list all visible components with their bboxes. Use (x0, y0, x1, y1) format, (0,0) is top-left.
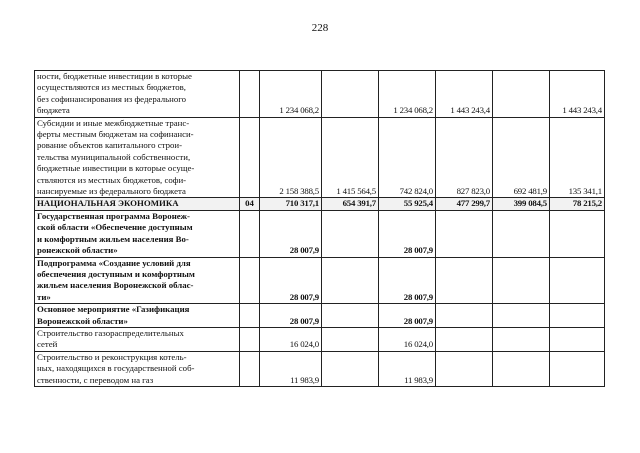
amount-cell: 1 443 243,4 (436, 71, 493, 118)
table-row (35, 117, 605, 198)
amount-cell (550, 210, 605, 257)
amount-cell: 28 007,9 (260, 257, 322, 304)
description-line: осуществляются из местных бюджетов, (37, 82, 186, 93)
amount-cell (493, 257, 550, 304)
amount-cell: 11 983,9 (379, 351, 436, 386)
description-line: Воронежской области» (37, 315, 128, 326)
section-code: 04 (240, 198, 260, 210)
amount-cell: 78 215,2 (550, 198, 605, 210)
table-row (35, 198, 605, 210)
description-line: рование объектов капитального строи- (37, 140, 183, 151)
description-line: ти» (37, 291, 51, 302)
amount-cell: 135 341,1 (550, 117, 605, 198)
description-line: ской области «Обеспечение доступным (37, 222, 193, 233)
description-line: нансируемые из федерального бюджета (37, 186, 186, 197)
amount-cell: 28 007,9 (379, 257, 436, 304)
amount-cell: 827 823,0 (436, 117, 493, 198)
description-line: Субсидии и иные межбюджетные транс- (37, 117, 190, 128)
row-description (35, 71, 240, 118)
amount-cell (436, 351, 493, 386)
table-row (35, 257, 605, 304)
amount-cell (550, 257, 605, 304)
section-code (240, 304, 260, 328)
row-description (35, 327, 240, 351)
amount-cell (550, 304, 605, 328)
table-row (35, 71, 605, 118)
amount-cell: 28 007,9 (260, 210, 322, 257)
description-line: обеспечения доступным и комфортным (37, 268, 195, 279)
amount-cell (493, 351, 550, 386)
amount-cell: 710 317,1 (260, 198, 322, 210)
description-line: ных, находящихся в государственной соб- (37, 363, 195, 374)
description-line: Строительство и реконструкция котель- (37, 351, 187, 362)
description-line: ронежской области» (37, 245, 118, 256)
amount-cell: 28 007,9 (260, 304, 322, 328)
section-code (240, 71, 260, 118)
description-line: Строительство газораспределительных (37, 327, 184, 338)
description-line: бюджета (37, 105, 70, 116)
amount-cell: 1 415 564,5 (322, 117, 379, 198)
description-line: ственности, с переводом на газ (37, 374, 154, 385)
section-code (240, 351, 260, 386)
description-line: без софинансирования из федерального (37, 93, 187, 104)
table-row (35, 351, 605, 386)
description-line: ности, бюджетные инвестиции в которые (37, 71, 192, 81)
amount-cell (493, 210, 550, 257)
table-row (35, 210, 605, 257)
row-description (35, 210, 240, 257)
amount-cell (322, 257, 379, 304)
amount-cell: 16 024,0 (379, 327, 436, 351)
amount-cell (322, 327, 379, 351)
description-line: Государственная программа Воронеж- (37, 210, 190, 221)
amount-cell (493, 304, 550, 328)
amount-cell (436, 257, 493, 304)
description-line: сетей (37, 339, 58, 350)
amount-cell (550, 327, 605, 351)
section-code (240, 117, 260, 198)
amount-cell (322, 351, 379, 386)
amount-cell (493, 71, 550, 118)
amount-cell (436, 327, 493, 351)
description-line: жильем населения Воронежской облас- (37, 280, 194, 291)
amount-cell: 28 007,9 (379, 304, 436, 328)
table-row (35, 327, 605, 351)
amount-cell (550, 351, 605, 386)
row-description (35, 117, 240, 198)
row-description (35, 198, 240, 210)
amount-cell (493, 327, 550, 351)
section-code (240, 327, 260, 351)
amount-cell: 477 299,7 (436, 198, 493, 210)
description-line: Основное мероприятие «Газификация (37, 304, 190, 315)
description-line: ферты местным бюджетам на софинанси- (37, 129, 194, 140)
amount-cell: 28 007,9 (379, 210, 436, 257)
description-line: Подпрограмма «Создание условий для (37, 257, 191, 268)
amount-cell (322, 210, 379, 257)
amount-cell: 11 983,9 (260, 351, 322, 386)
page-number: 228 (311, 22, 329, 34)
amount-cell: 742 824,0 (379, 117, 436, 198)
amount-cell: 55 925,4 (379, 198, 436, 210)
row-description (35, 257, 240, 304)
amount-cell (322, 304, 379, 328)
budget-table (34, 70, 605, 387)
section-code (240, 257, 260, 304)
description-line: ствляются из местных бюджетов, софи- (37, 174, 187, 185)
description-line: и комфортным жильем населения Во- (37, 233, 189, 244)
amount-cell (436, 210, 493, 257)
amount-cell: 399 084,5 (493, 198, 550, 210)
amount-cell: 1 234 068,2 (260, 71, 322, 118)
description-line: тельства муниципальной собственности, (37, 151, 191, 162)
table-row (35, 304, 605, 328)
row-description (35, 304, 240, 328)
amount-cell: 1 234 068,2 (379, 71, 436, 118)
amount-cell: 16 024,0 (260, 327, 322, 351)
amount-cell (436, 304, 493, 328)
section-code (240, 210, 260, 257)
amount-cell: 2 158 388,5 (260, 117, 322, 198)
amount-cell: 692 481,9 (493, 117, 550, 198)
description-line: НАЦИОНАЛЬНАЯ ЭКОНОМИКА (37, 198, 179, 209)
row-description (35, 351, 240, 386)
amount-cell: 1 443 243,4 (550, 71, 605, 118)
amount-cell: 654 391,7 (322, 198, 379, 210)
description-line: бюджетные инвестиции в которые осуще- (37, 163, 195, 174)
amount-cell (322, 71, 379, 118)
